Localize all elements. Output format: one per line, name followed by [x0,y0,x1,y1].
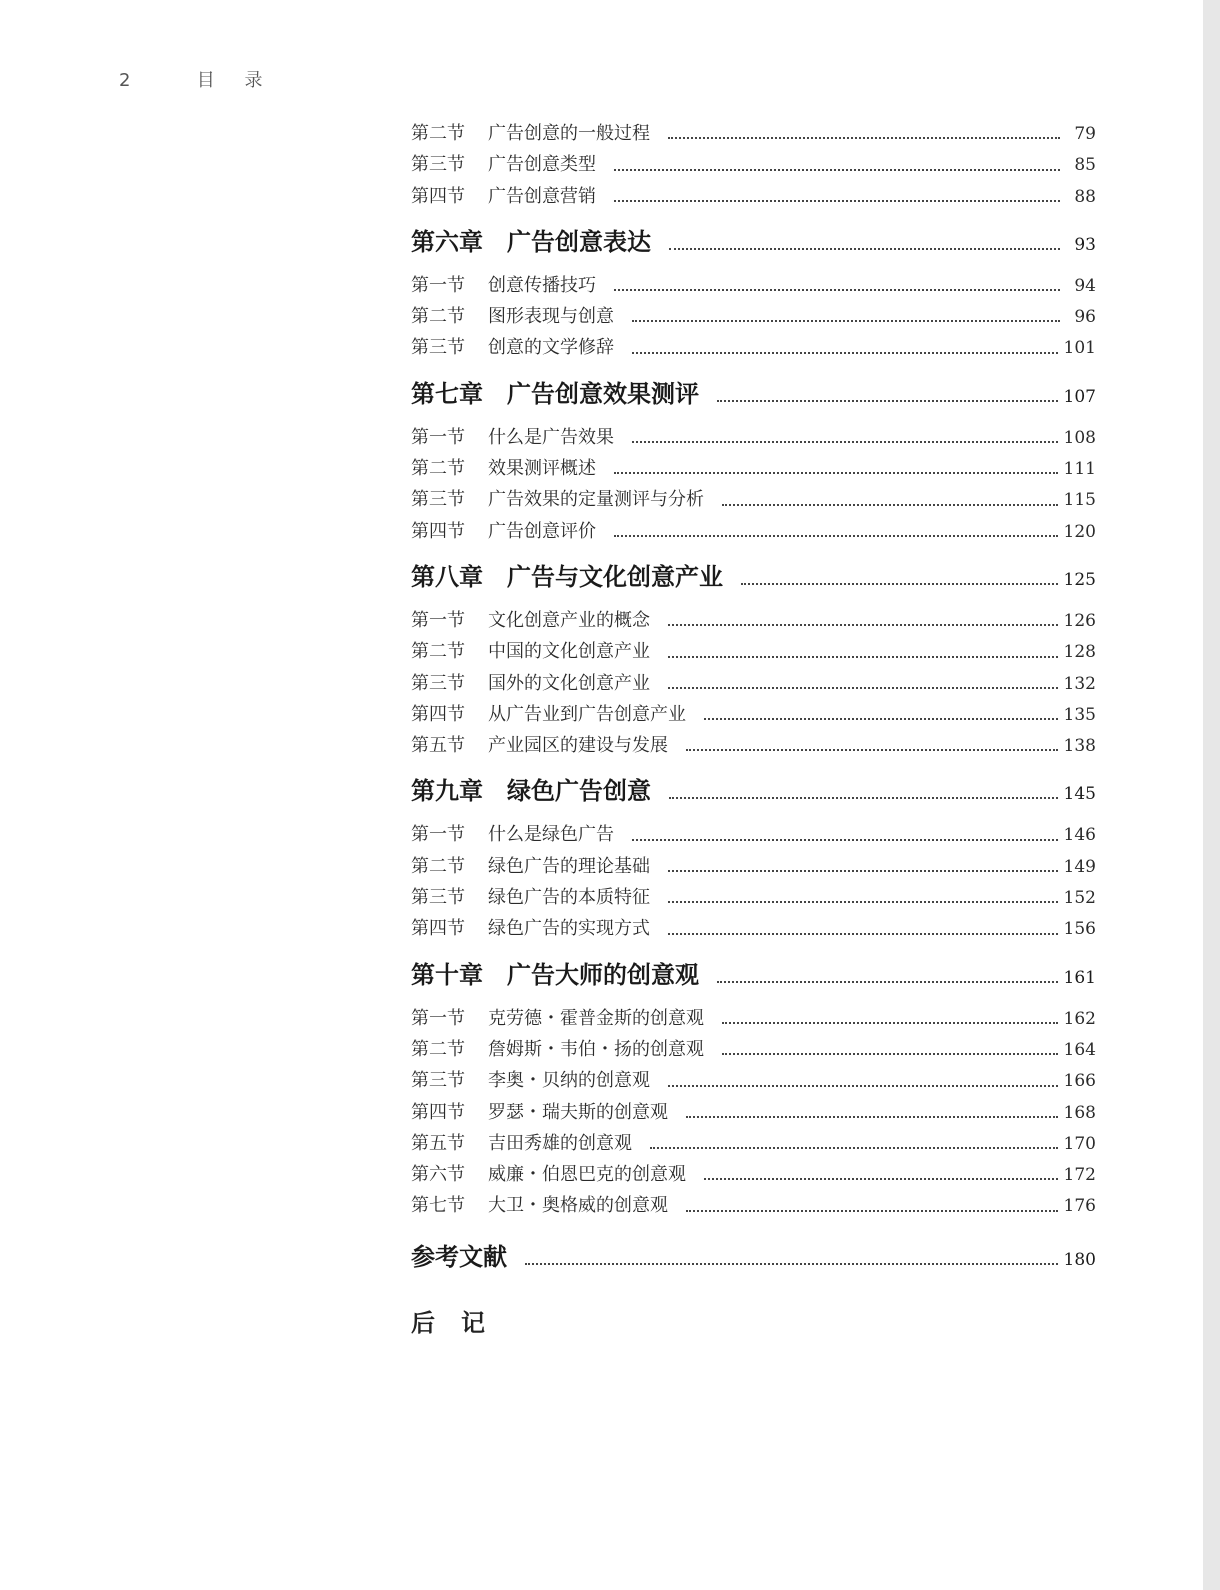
toc-entry-page-number: 152 [1063,888,1096,909]
toc-entry-title: 广告大师的创意观 [507,959,699,989]
toc-entry-page-number: 132 [1063,673,1096,694]
running-head [119,66,274,92]
toc-entry-page-number: 115 [1063,490,1096,511]
running-head-title: 目 录 [196,70,275,91]
toc-dot-leader [632,809,1058,840]
toc-dot-leader [686,1087,1058,1118]
toc-entry-number: 第三节 [411,672,465,694]
toc-entry-title: 广告创意营销 [488,185,596,207]
toc-entry-title: 绿色广告的实现方式 [488,918,650,940]
toc-entry-title: 吉田秀雄的创意观 [488,1132,632,1154]
toc-entry-number: 第三节 [411,887,465,909]
toc-entry-page-number: 94 [1074,275,1096,296]
toc-entry-number: 第四节 [411,1101,465,1123]
toc-dot-leader [704,1149,1058,1180]
toc-entry-title: 广告效果的定量测评与分析 [488,489,704,511]
page-edge-shadow [1203,0,1220,1590]
toc-entry-page-number: 161 [1063,967,1096,988]
toc-entry-title: 国外的文化创意产业 [488,672,650,694]
toc-entry-page-number: 146 [1063,825,1096,846]
toc-chapter-entry[interactable] [411,954,1096,996]
toc-entry-title: 绿色广告的理论基础 [488,855,650,877]
toc-entry-page-number: 79 [1074,124,1096,144]
toc-entry-number: 第一节 [411,1007,465,1029]
toc-entry-page-number: 162 [1063,1008,1096,1029]
toc-entry-title: 詹姆斯・韦伯・扬的创意观 [488,1038,704,1060]
page-number: 2 [119,70,131,91]
toc-dot-leader [614,506,1058,537]
toc-entry-number: 第二节 [411,458,465,480]
toc-entry-title: 创意的文学修辞 [488,337,614,359]
toc-section-entry[interactable] [411,1190,1096,1221]
toc-dot-leader [614,443,1058,474]
toc-dot-leader [668,595,1058,626]
toc-entry-number: 第五节 [411,735,465,757]
toc-entry-page-number: 93 [1074,234,1096,255]
toc-entry-title: 克劳德・霍普金斯的创意观 [488,1007,704,1029]
toc-entry-number: 第四节 [411,703,465,725]
toc-entry-title: 产业园区的建设与发展 [488,735,668,757]
toc-entry-number: 第六章 [411,226,483,256]
toc-dot-leader [668,903,1058,934]
toc-dot-leader [686,1180,1058,1211]
toc-entry-number: 第七节 [411,1195,465,1217]
toc-entry-page-number: 180 [1063,1249,1096,1270]
toc-entry-page-number: 172 [1063,1165,1096,1186]
toc-dot-leader [632,412,1058,443]
toc-entry-number: 第一节 [411,274,465,296]
toc-afterword-entry[interactable] [411,1302,1096,1344]
toc-entry-title: 什么是绿色广告 [488,824,614,846]
toc-entry-number: 第八章 [411,561,483,591]
toc-dot-leader [668,626,1058,657]
toc-entry-number: 第三节 [411,154,465,176]
toc-entry-number: 第七章 [411,378,483,408]
toc-entry-title: 创意传播技巧 [488,274,596,296]
toc-entry-title: 中国的文化创意产业 [488,641,650,663]
toc-dot-leader [717,360,1058,402]
toc-entry-page-number: 149 [1063,856,1096,877]
toc-entry-title: 广告创意效果测评 [507,378,699,408]
toc-entry-title: 图形表现与创意 [488,306,614,328]
toc-dot-leader [668,1055,1058,1086]
toc-entry-number: 第五节 [411,1132,465,1154]
toc-dot-leader [668,872,1058,903]
toc-entry-number: 第一节 [411,426,465,448]
toc-entry-number: 第三节 [411,1070,465,1092]
toc-entry-page-number: 126 [1063,610,1096,631]
toc-entry-number: 第九章 [411,776,483,806]
toc-entry-title: 绿色广告的本质特征 [488,887,650,909]
toc-dot-leader [632,291,1060,322]
toc-dot-leader [704,689,1058,720]
toc-entry-number: 第四节 [411,520,465,542]
toc-entry-page-number: 88 [1074,186,1096,207]
toc-entry-page-number: 85 [1074,155,1096,176]
toc-dot-leader [686,720,1058,751]
toc-dot-leader [669,757,1058,799]
toc-entry-page-number: 120 [1063,521,1096,542]
toc-entry-page-number: 128 [1063,642,1096,663]
toc-entry-page-number: 96 [1074,307,1096,328]
toc-dot-leader [722,993,1058,1024]
toc-chapter-entry[interactable] [411,373,1096,415]
toc-chapter-entry[interactable] [411,770,1096,812]
toc-entry-number: 第三节 [411,489,465,511]
toc-entry-number: 第二节 [411,855,465,877]
toc-entry-page-number: 164 [1063,1039,1096,1060]
toc-dot-leader [650,1118,1058,1149]
toc-entry-title: 绿色广告创意 [507,776,651,806]
toc-chapter-entry[interactable] [411,221,1096,263]
toc-entry-title: 大卫・奥格威的创意观 [488,1195,668,1217]
toc-dot-leader [741,543,1058,585]
toc-dot-leader [722,474,1058,505]
toc-entry-title: 效果测评概述 [488,458,596,480]
toc-entry-title: 广告创意的一般过程 [488,123,650,144]
toc-entry-title: 广告与文化创意产业 [507,561,723,591]
toc-dot-leader [614,139,1060,170]
toc-entry-title: 罗瑟・瑞夫斯的创意观 [488,1101,668,1123]
toc-entry-title: 从广告业到广告创意产业 [488,703,686,725]
toc-entry-title: 威廉・伯恩巴克的创意观 [488,1164,686,1186]
toc-dot-leader [668,108,1060,139]
toc-entry-page-number: 138 [1063,736,1096,757]
toc-entry-page-number: 166 [1063,1071,1096,1092]
toc-dot-leader [668,658,1058,689]
toc-entry-page-number: 170 [1063,1133,1096,1154]
toc-chapter-entry[interactable] [411,1236,1096,1278]
toc-entry-page-number: 107 [1063,386,1096,407]
toc-entry-number: 第四节 [411,185,465,207]
toc-entry-title: 广告创意评价 [488,520,596,542]
toc-entry-title: 参考文献 [411,1241,507,1271]
toc-entry-page-number: 145 [1063,784,1096,805]
toc-entry-page-number: 156 [1063,919,1096,940]
toc-dot-leader [722,1024,1058,1055]
toc-entry-number: 第一节 [411,824,465,846]
toc-chapter-entry[interactable] [411,556,1096,598]
toc-entry-number: 第二节 [411,641,465,663]
toc-entry-page-number: 108 [1063,427,1096,448]
toc-entry-number: 第二节 [411,306,465,328]
toc-entry-page-number: 135 [1063,704,1096,725]
toc-entry-title: 广告创意类型 [488,154,596,176]
toc-dot-leader [669,208,1060,250]
toc-entry-number: 第三节 [411,337,465,359]
toc-entry-title: 文化创意产业的概念 [488,609,650,631]
toc-dot-leader [614,171,1060,202]
toc-dot-leader [525,1223,1058,1265]
toc-dot-leader [632,322,1058,353]
toc-dot-leader [614,260,1060,291]
toc-entry-number: 第二节 [411,123,465,144]
toc-entry-number: 第一节 [411,609,465,631]
toc-entry-number: 第十章 [411,959,483,989]
toc-entry-title: 李奥・贝纳的创意观 [488,1070,650,1092]
toc-entry-number: 第二节 [411,1038,465,1060]
toc-entry-page-number: 101 [1063,338,1096,359]
toc-entry-page-number: 176 [1063,1196,1096,1217]
toc-entry-page-number: 111 [1063,459,1096,480]
toc-entry-title: 什么是广告效果 [488,426,614,448]
toc-entry-title: 后记 [411,1307,511,1337]
toc-dot-leader [717,941,1058,983]
toc-entry-number: 第四节 [411,918,465,940]
toc-entry-title: 广告创意表达 [507,226,651,256]
toc-entry-page-number: 168 [1063,1102,1096,1123]
toc-entry-number: 第六节 [411,1164,465,1186]
toc-entry-page-number: 125 [1063,569,1096,590]
table-of-contents [411,118,1096,1344]
toc-dot-leader [668,841,1058,872]
